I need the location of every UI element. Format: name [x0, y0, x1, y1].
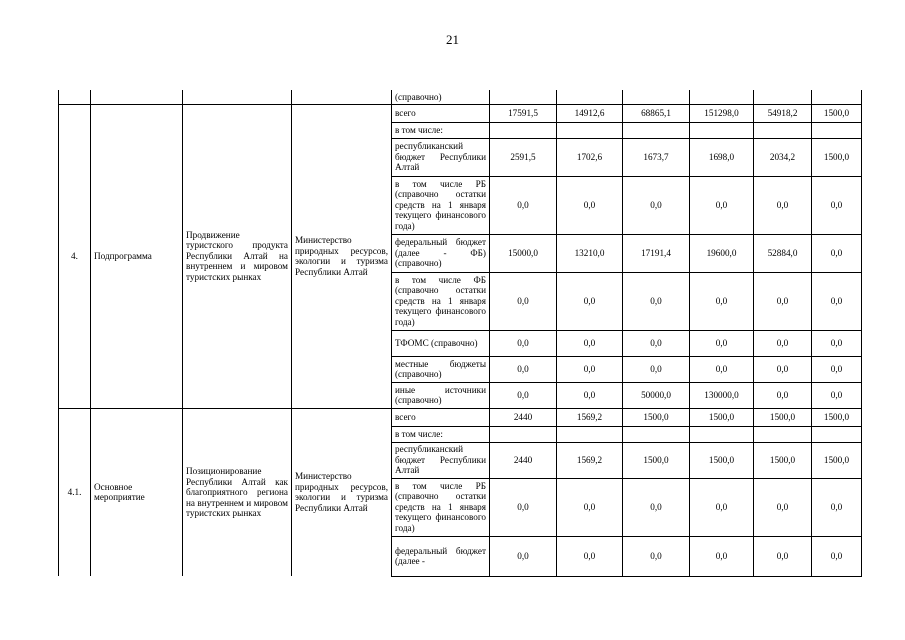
value-cell: 1702,6 — [557, 138, 623, 176]
value-cell: 54918,2 — [754, 104, 812, 122]
value-cell: 2440 — [490, 408, 557, 426]
value-cell: 1500,0 — [812, 408, 862, 426]
value-cell: 0,0 — [754, 478, 812, 536]
value-cell: 1500,0 — [690, 408, 754, 426]
value-cell — [557, 426, 623, 442]
name-cell: Продвижение туристского продукта Республики Алтай на внутреннем и мировом туристских рынках — [183, 104, 292, 408]
finance-table — [58, 90, 862, 577]
num-cell: 4. — [59, 104, 91, 408]
source-cell: всего — [392, 104, 490, 122]
source-cell: федеральный бюджет (далее - — [392, 536, 490, 576]
executor-cell: Министерство природных ресурсов, экологии и туризма Республики Алтай — [292, 104, 392, 408]
value-cell — [623, 426, 690, 442]
value-cell: 0,0 — [490, 356, 557, 382]
value-cell: 1500,0 — [754, 408, 812, 426]
value-cell: 0,0 — [812, 176, 862, 234]
value-cell: 0,0 — [557, 272, 623, 330]
value-cell — [623, 90, 690, 104]
value-cell: 1569,2 — [557, 408, 623, 426]
value-cell: 1500,0 — [812, 442, 862, 478]
value-cell: 2034,2 — [754, 138, 812, 176]
value-cell: 0,0 — [557, 356, 623, 382]
value-cell: 0,0 — [490, 536, 557, 576]
source-cell: в том числе РБ (справочно остатки средств на 1 января текущего финансового года) — [392, 478, 490, 536]
value-cell: 17591,5 — [490, 104, 557, 122]
source-cell: (справочно) — [392, 90, 490, 104]
source-cell: в том числе ФБ (справочно остатки средств на 1 января текущего финансового года) — [392, 272, 490, 330]
value-cell: 0,0 — [812, 536, 862, 576]
value-cell — [754, 426, 812, 442]
value-cell: 0,0 — [557, 176, 623, 234]
kind-cell — [91, 90, 183, 104]
source-cell: всего — [392, 408, 490, 426]
kind-cell: Подпрограмма — [91, 104, 183, 408]
value-cell: 2440 — [490, 442, 557, 478]
value-cell: 15000,0 — [490, 234, 557, 272]
source-cell: республиканский бюджет Республики Алтай — [392, 138, 490, 176]
value-cell: 1500,0 — [690, 442, 754, 478]
source-cell: в том числе РБ (справочно остатки средств на 1 января текущего финансового года) — [392, 176, 490, 234]
value-cell: 0,0 — [557, 536, 623, 576]
value-cell: 1500,0 — [754, 442, 812, 478]
value-cell: 2591,5 — [490, 138, 557, 176]
value-cell — [812, 90, 862, 104]
value-cell — [690, 122, 754, 138]
value-cell: 0,0 — [490, 478, 557, 536]
value-cell: 1569,2 — [557, 442, 623, 478]
kind-cell: Основное мероприятие — [91, 408, 183, 576]
table-body — [59, 90, 862, 576]
value-cell: 17191,4 — [623, 234, 690, 272]
num-cell: 4.1. — [59, 408, 91, 576]
value-cell: 0,0 — [490, 176, 557, 234]
value-cell: 52884,0 — [754, 234, 812, 272]
value-cell: 0,0 — [812, 272, 862, 330]
source-cell: в том числе: — [392, 122, 490, 138]
value-cell: 151298,0 — [690, 104, 754, 122]
value-cell — [690, 426, 754, 442]
value-cell: 0,0 — [490, 382, 557, 408]
source-cell: местные бюджеты (справочно) — [392, 356, 490, 382]
value-cell — [690, 90, 754, 104]
source-cell: республиканский бюджет Республики Алтай — [392, 442, 490, 478]
value-cell: 19600,0 — [690, 234, 754, 272]
value-cell: 0,0 — [557, 330, 623, 356]
value-cell: 0,0 — [557, 382, 623, 408]
source-cell: федеральный бюджет (далее - ФБ) (справочно) — [392, 234, 490, 272]
value-cell: 0,0 — [623, 356, 690, 382]
value-cell — [754, 90, 812, 104]
executor-cell — [292, 90, 392, 104]
value-cell: 0,0 — [754, 536, 812, 576]
value-cell: 1500,0 — [812, 138, 862, 176]
value-cell: 0,0 — [490, 330, 557, 356]
executor-cell: Министерство природных ресурсов, экологии и туризма Республики Алтай — [292, 408, 392, 576]
name-cell — [183, 90, 292, 104]
source-cell: иные источники (справочно) — [392, 382, 490, 408]
value-cell: 0,0 — [812, 234, 862, 272]
value-cell: 0,0 — [754, 176, 812, 234]
value-cell: 0,0 — [623, 272, 690, 330]
value-cell — [812, 122, 862, 138]
value-cell — [623, 122, 690, 138]
value-cell — [490, 90, 557, 104]
value-cell: 50000,0 — [623, 382, 690, 408]
value-cell: 0,0 — [690, 272, 754, 330]
value-cell: 68865,1 — [623, 104, 690, 122]
table-row — [59, 104, 862, 122]
value-cell: 0,0 — [623, 176, 690, 234]
value-cell: 0,0 — [754, 330, 812, 356]
value-cell: 0,0 — [690, 176, 754, 234]
value-cell — [557, 122, 623, 138]
value-cell: 1698,0 — [690, 138, 754, 176]
value-cell: 0,0 — [690, 330, 754, 356]
value-cell: 0,0 — [812, 330, 862, 356]
num-cell — [59, 90, 91, 104]
value-cell: 0,0 — [812, 356, 862, 382]
value-cell: 14912,6 — [557, 104, 623, 122]
source-cell: в том числе: — [392, 426, 490, 442]
source-cell: ТФОМС (справочно) — [392, 330, 490, 356]
table-row — [59, 408, 862, 426]
value-cell: 0,0 — [690, 356, 754, 382]
value-cell: 1500,0 — [623, 408, 690, 426]
value-cell: 0,0 — [623, 478, 690, 536]
value-cell: 1673,7 — [623, 138, 690, 176]
value-cell — [754, 122, 812, 138]
table-row — [59, 90, 862, 104]
value-cell: 0,0 — [623, 330, 690, 356]
value-cell: 0,0 — [812, 478, 862, 536]
value-cell: 0,0 — [812, 382, 862, 408]
value-cell — [812, 426, 862, 442]
value-cell: 130000,0 — [690, 382, 754, 408]
value-cell: 0,0 — [690, 536, 754, 576]
value-cell — [490, 122, 557, 138]
value-cell: 0,0 — [557, 478, 623, 536]
value-cell: 0,0 — [754, 382, 812, 408]
value-cell: 0,0 — [623, 536, 690, 576]
value-cell: 0,0 — [754, 356, 812, 382]
value-cell: 13210,0 — [557, 234, 623, 272]
page-number: 21 — [446, 32, 459, 47]
value-cell — [490, 426, 557, 442]
value-cell: 1500,0 — [812, 104, 862, 122]
value-cell: 0,0 — [690, 478, 754, 536]
name-cell: Позиционирование Республики Алтай как благоприятного региона на внутреннем и мировом туристских рынках — [183, 408, 292, 576]
value-cell: 1500,0 — [623, 442, 690, 478]
value-cell — [557, 90, 623, 104]
value-cell: 0,0 — [754, 272, 812, 330]
value-cell: 0,0 — [490, 272, 557, 330]
